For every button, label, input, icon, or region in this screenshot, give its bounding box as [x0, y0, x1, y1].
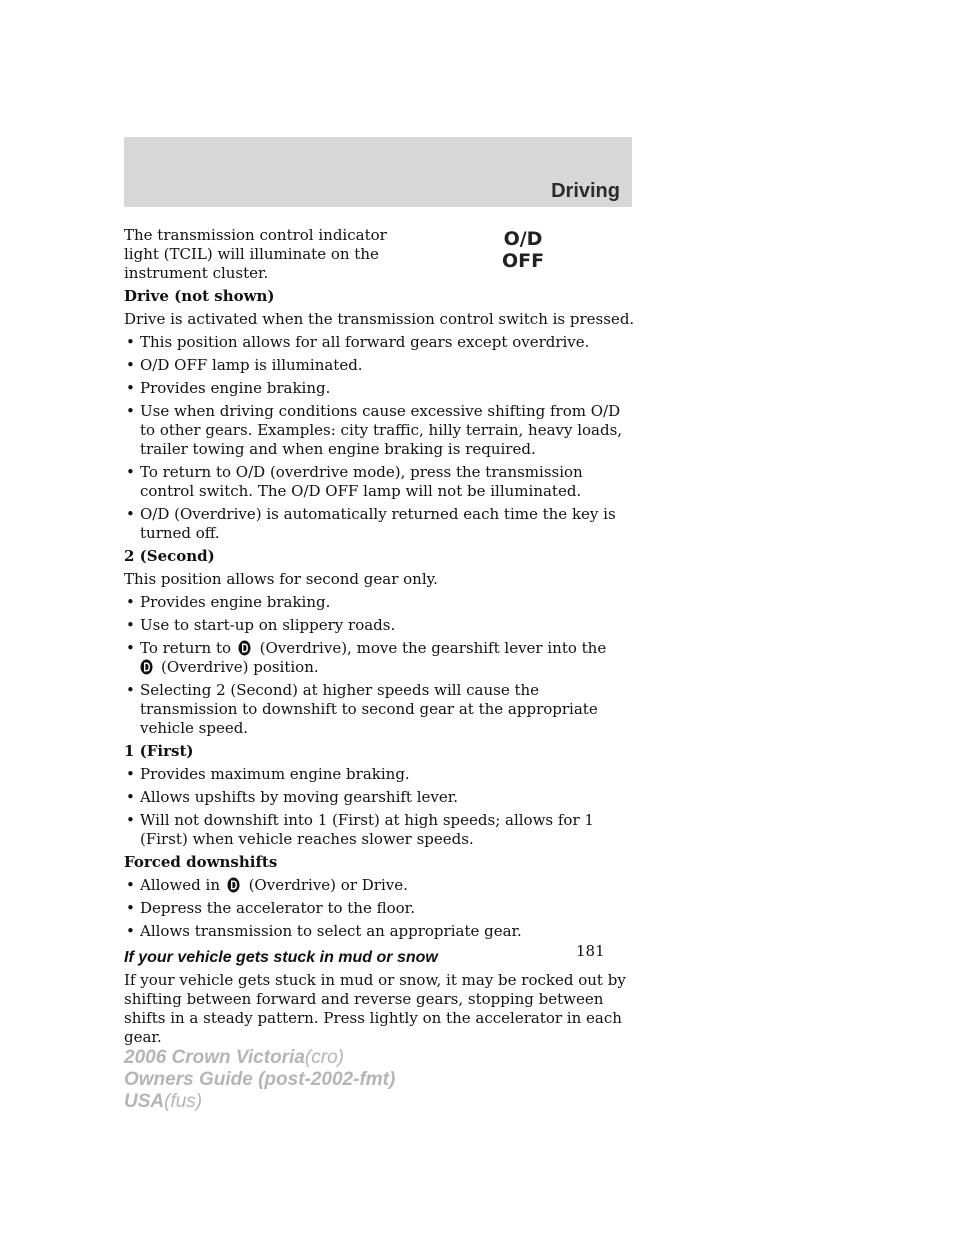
- bullet-text: Allowed in: [140, 876, 221, 894]
- od-off-indicator-line2: OFF: [501, 250, 545, 272]
- drive-description: Drive is activated when the transmission control switch is pressed.: [124, 310, 635, 328]
- intro-text: The transmission control indicator light (TCIL) will illuminate on the instrument cluster.: [124, 226, 387, 282]
- footer-model: 2006 Crown Victoria: [124, 1047, 305, 1068]
- list-item: • Use to start-up on slippery roads.: [124, 616, 639, 635]
- overdrive-d-icon: [227, 877, 240, 893]
- footer-line-1: [124, 1047, 395, 1069]
- od-off-indicator-icon: [463, 228, 583, 272]
- intro-block: [124, 226, 639, 283]
- od-off-indicator-line1: O/D: [503, 228, 543, 250]
- first-bullet-list: [124, 765, 639, 849]
- overdrive-d-icon: [238, 640, 251, 656]
- footer-market: USA: [124, 1091, 165, 1112]
- footer-market-code: (fus): [164, 1091, 203, 1112]
- forced-downshifts-heading: Forced downshifts: [124, 853, 278, 871]
- list-item: • This position allows for all forward gears except overdrive.: [124, 333, 639, 352]
- list-item: • Allows transmission to select an appropriate gear.: [124, 922, 639, 941]
- forced-bullet-list: [124, 876, 639, 941]
- bullet-text: (Overdrive) position.: [161, 658, 319, 676]
- list-item: • Selecting 2 (Second) at higher speeds will cause the transmission to downshift to second gear at the appropriate vehicle speed.: [124, 681, 639, 738]
- overdrive-d-icon: [140, 659, 153, 675]
- list-item: • Depress the accelerator to the floor.: [124, 899, 639, 918]
- bullet-text: (Overdrive), move the gearshift lever into the: [259, 639, 607, 657]
- footer-line-3: [124, 1091, 395, 1113]
- list-item: [124, 876, 639, 895]
- section-header-band: [124, 137, 632, 207]
- stuck-text: If your vehicle gets stuck in mud or snow, it may be rocked out by shifting between forward and reverse gears, stopping between shifts in a steady pattern. Press lightly on the accelerator in each gear.: [124, 971, 626, 1046]
- second-heading: 2 (Second): [124, 547, 215, 565]
- drive-heading: Drive (not shown): [124, 287, 275, 305]
- second-bullet-list: [124, 593, 639, 738]
- bullet-text: To return to: [140, 639, 232, 657]
- list-item: • Use when driving conditions cause excessive shifting from O/D to other gears. Examples: city traffic, hilly terrain, heavy loads, trailer towing and when engine braking is required.: [124, 402, 639, 459]
- list-item: • To return to O/D (overdrive mode), press the transmission control switch. The O/D OFF lamp will not be illuminated.: [124, 463, 639, 501]
- bullet-text: (Overdrive) or Drive.: [248, 876, 408, 894]
- list-item: • Provides engine braking.: [124, 593, 639, 612]
- drive-bullet-list: [124, 333, 639, 543]
- list-item: • Provides maximum engine braking.: [124, 765, 639, 784]
- page-content: [124, 226, 639, 1047]
- list-item: • O/D (Overdrive) is automatically returned each time the key is turned off.: [124, 505, 639, 543]
- list-item: • Will not downshift into 1 (First) at high speeds; allows for 1 (First) when vehicle reaches slower speeds.: [124, 811, 639, 849]
- list-item: • Provides engine braking.: [124, 379, 639, 398]
- footer-guide: Owners Guide (post-2002-fmt): [124, 1069, 396, 1090]
- first-heading: 1 (First): [124, 742, 194, 760]
- section-title: Driving: [551, 180, 620, 202]
- stuck-heading: If your vehicle gets stuck in mud or snow: [124, 949, 438, 966]
- document-footer: [124, 1047, 395, 1113]
- footer-model-code: (cro): [304, 1047, 344, 1068]
- page-number: 181: [576, 942, 605, 960]
- second-description: This position allows for second gear only.: [124, 570, 438, 588]
- list-item: [124, 639, 639, 677]
- footer-line-2: [124, 1069, 395, 1091]
- list-item: • O/D OFF lamp is illuminated.: [124, 356, 639, 375]
- list-item: • Allows upshifts by moving gearshift lever.: [124, 788, 639, 807]
